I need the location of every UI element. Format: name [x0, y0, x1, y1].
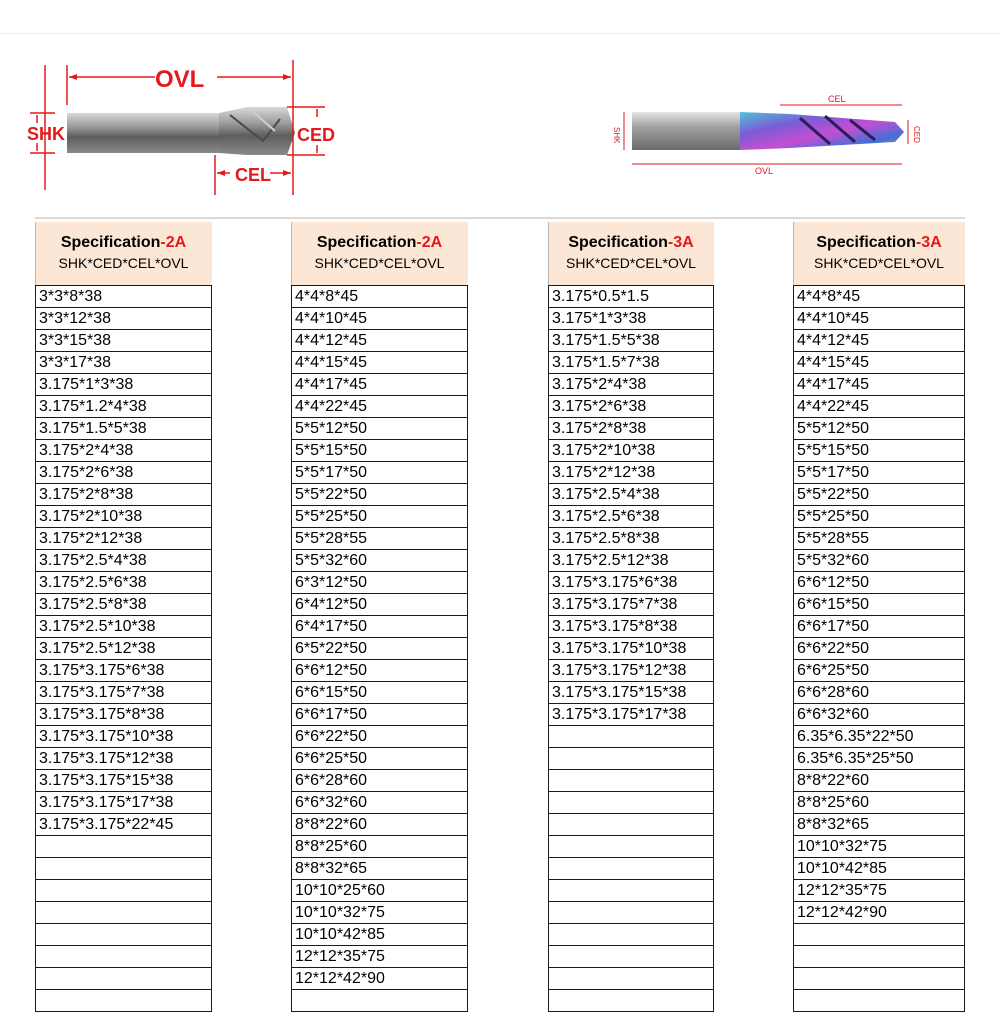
spec-row: 5*5*32*60 — [291, 550, 468, 572]
spec-row: 3.175*2.5*6*38 — [35, 572, 212, 594]
spec-row: 5*5*15*50 — [291, 440, 468, 462]
spec-row: 3.175*1.5*5*38 — [548, 330, 714, 352]
spec-row: 3.175*1*3*38 — [548, 308, 714, 330]
spec-row: 3.175*3.175*17*38 — [35, 792, 212, 814]
spec-row: 3*3*15*38 — [35, 330, 212, 352]
spec-row: 6.35*6.35*25*50 — [793, 748, 965, 770]
spec-row: 3.175*3.175*15*38 — [35, 770, 212, 792]
column-subtitle: SHK*CED*CEL*OVL — [314, 255, 445, 271]
spec-row: 6*6*25*50 — [291, 748, 468, 770]
spec-row: 6*6*12*50 — [793, 572, 965, 594]
spec-row: 10*10*42*85 — [793, 858, 965, 880]
ced-label: CED — [297, 125, 336, 145]
spec-row — [793, 924, 965, 946]
column-title: Specification-3A — [816, 234, 942, 251]
spec-row — [35, 902, 212, 924]
spec-row: 3.175*2.5*8*38 — [548, 528, 714, 550]
spec-row: 12*12*42*90 — [793, 902, 965, 924]
spec-row: 5*5*28*55 — [291, 528, 468, 550]
spec-row: 3.175*2*8*38 — [548, 418, 714, 440]
coated-tool-shank — [632, 112, 740, 150]
spec-row: 6*6*15*50 — [793, 594, 965, 616]
spec-row — [548, 990, 714, 1012]
spec-row: 3.175*3.175*12*38 — [548, 660, 714, 682]
spec-row — [35, 990, 212, 1012]
spec-row — [35, 858, 212, 880]
cel-label: CEL — [235, 165, 271, 185]
coated-tool-diagram — [610, 90, 920, 180]
spec-row: 3.175*2*4*38 — [548, 374, 714, 396]
spec-row: 3.175*2*10*38 — [35, 506, 212, 528]
spec-row: 3.175*2*10*38 — [548, 440, 714, 462]
spec-row: 4*4*17*45 — [291, 374, 468, 396]
spec-row: 10*10*25*60 — [291, 880, 468, 902]
spec-row: 3.175*2*12*38 — [548, 462, 714, 484]
spec-row: 3.175*2*4*38 — [35, 440, 212, 462]
spec-row — [35, 968, 212, 990]
spec-row: 6*5*22*50 — [291, 638, 468, 660]
column-subtitle: SHK*CED*CEL*OVL — [566, 255, 696, 271]
spec-row: 3.175*2.5*12*38 — [548, 550, 714, 572]
spec-row — [548, 836, 714, 858]
spec-row: 3*3*17*38 — [35, 352, 212, 374]
column-header-2a-second — [291, 222, 468, 285]
spec-row: 5*5*25*50 — [291, 506, 468, 528]
spec-row: 6*6*17*50 — [793, 616, 965, 638]
spec-row: 4*4*22*45 — [291, 396, 468, 418]
spec-row: 8*8*22*60 — [291, 814, 468, 836]
spec-row: 3.175*1*3*38 — [35, 374, 212, 396]
spec-row — [548, 770, 714, 792]
spec-row — [548, 946, 714, 968]
ced-top-label: CEL — [828, 94, 846, 104]
spec-row: 6*6*15*50 — [291, 682, 468, 704]
spec-row — [793, 968, 965, 990]
spec-row: 3.175*3.175*17*38 — [548, 704, 714, 726]
spec-row: 4*4*22*45 — [793, 396, 965, 418]
spec-row: 3.175*2.5*10*38 — [35, 616, 212, 638]
spec-row: 3.175*1.5*7*38 — [548, 352, 714, 374]
spec-row: 10*10*42*85 — [291, 924, 468, 946]
spec-row: 8*8*22*60 — [793, 770, 965, 792]
column-header-2a-first — [35, 222, 212, 285]
spec-row: 10*10*32*75 — [793, 836, 965, 858]
spec-row: 8*8*32*65 — [291, 858, 468, 880]
spec-row: 3.175*2.5*4*38 — [548, 484, 714, 506]
spec-row — [548, 902, 714, 924]
spec-row: 6*6*17*50 — [291, 704, 468, 726]
spec-row: 4*4*10*45 — [291, 308, 468, 330]
spec-row — [291, 990, 468, 1012]
spec-row: 10*10*32*75 — [291, 902, 468, 924]
spec-row — [35, 924, 212, 946]
column-header-3a-second — [793, 222, 965, 285]
spec-row — [35, 880, 212, 902]
spec-row: 5*5*28*55 — [793, 528, 965, 550]
spec-row: 6.35*6.35*22*50 — [793, 726, 965, 748]
spec-row: 3.175*2*12*38 — [35, 528, 212, 550]
spec-row: 4*4*15*45 — [793, 352, 965, 374]
coated-end-mill-drawing — [610, 90, 920, 180]
spec-row: 5*5*15*50 — [793, 440, 965, 462]
column-title: Specification-2A — [60, 234, 187, 251]
spec-row: 3.175*3.175*7*38 — [548, 594, 714, 616]
end-mill-drawing — [25, 55, 345, 205]
spec-row: 3.175*3.175*12*38 — [35, 748, 212, 770]
spec-row: 3.175*3.175*22*45 — [35, 814, 212, 836]
spec-row: 8*8*32*65 — [793, 814, 965, 836]
spec-row: 12*12*42*90 — [291, 968, 468, 990]
spec-row: 5*5*12*50 — [291, 418, 468, 440]
spec-row: 5*5*22*50 — [291, 484, 468, 506]
column-header-3a-first — [548, 222, 714, 285]
spec-row — [548, 880, 714, 902]
spec-row: 5*5*25*50 — [793, 506, 965, 528]
spec-row: 3.175*2.5*4*38 — [35, 550, 212, 572]
spec-list-3a-second — [793, 285, 965, 1012]
tool-dimension-diagram — [25, 55, 345, 205]
spec-row: 3.175*3.175*10*38 — [35, 726, 212, 748]
coated-tool-flutes — [740, 112, 904, 150]
spec-row: 6*6*22*50 — [793, 638, 965, 660]
spec-row — [35, 946, 212, 968]
tool-shank — [67, 113, 219, 153]
spec-row: 3.175*3.175*7*38 — [35, 682, 212, 704]
spec-row: 6*6*32*60 — [793, 704, 965, 726]
ovl-label: OVL — [155, 66, 205, 93]
spec-row: 8*8*25*60 — [291, 836, 468, 858]
spec-row: 3.175*1.5*5*38 — [35, 418, 212, 440]
spec-list-2a-second — [291, 285, 468, 1012]
spec-row: 6*3*12*50 — [291, 572, 468, 594]
spec-row: 4*4*12*45 — [291, 330, 468, 352]
spec-row: 3.175*2.5*8*38 — [35, 594, 212, 616]
spec-row: 4*4*17*45 — [793, 374, 965, 396]
spec-row — [548, 748, 714, 770]
spec-row — [548, 814, 714, 836]
spec-row: 3.175*3.175*6*38 — [35, 660, 212, 682]
spec-row: 3.175*1.2*4*38 — [35, 396, 212, 418]
spec-row: 5*5*12*50 — [793, 418, 965, 440]
spec-row: 3.175*2*8*38 — [35, 484, 212, 506]
spec-row: 4*4*8*45 — [291, 285, 468, 308]
ced-side-label: CED — [912, 126, 921, 143]
spec-row: 6*4*17*50 — [291, 616, 468, 638]
spec-row: 8*8*25*60 — [793, 792, 965, 814]
spec-row: 12*12*35*75 — [793, 880, 965, 902]
spec-row: 5*5*17*50 — [793, 462, 965, 484]
spec-list-2a-first — [35, 285, 212, 1012]
spec-row: 3.175*3.175*10*38 — [548, 638, 714, 660]
column-subtitle: SHK*CED*CEL*OVL — [814, 255, 944, 271]
spec-row: 6*6*12*50 — [291, 660, 468, 682]
spec-row — [793, 990, 965, 1012]
spec-row: 6*6*28*60 — [291, 770, 468, 792]
spec-row: 3.175*2*6*38 — [548, 396, 714, 418]
spec-row: 3.175*3.175*8*38 — [548, 616, 714, 638]
spec-row: 6*4*12*50 — [291, 594, 468, 616]
spec-row: 3.175*3.175*15*38 — [548, 682, 714, 704]
header-top-rule — [35, 217, 965, 219]
spec-row: 6*6*25*50 — [793, 660, 965, 682]
spec-row: 4*4*10*45 — [793, 308, 965, 330]
spec-row: 3.175*0.5*1.5 — [548, 285, 714, 308]
spec-row: 3*3*12*38 — [35, 308, 212, 330]
spec-row: 4*4*8*45 — [793, 285, 965, 308]
spec-row: 3.175*3.175*6*38 — [548, 572, 714, 594]
spec-row — [548, 726, 714, 748]
spec-row: 12*12*35*75 — [291, 946, 468, 968]
column-title: Specification-3A — [568, 234, 694, 251]
spec-row: 6*6*22*50 — [291, 726, 468, 748]
spec-row: 6*6*32*60 — [291, 792, 468, 814]
spec-row — [35, 836, 212, 858]
spec-row: 3.175*3.175*8*38 — [35, 704, 212, 726]
spec-row: 5*5*32*60 — [793, 550, 965, 572]
spec-row: 3.175*2.5*6*38 — [548, 506, 714, 528]
spec-row — [548, 968, 714, 990]
spec-row — [548, 858, 714, 880]
spec-row: 4*4*12*45 — [793, 330, 965, 352]
top-divider — [0, 33, 1000, 34]
spec-row: 5*5*22*50 — [793, 484, 965, 506]
spec-row — [548, 792, 714, 814]
spec-list-3a-first — [548, 285, 714, 1012]
ovl-bottom-label: OVL — [755, 166, 774, 176]
spec-row: 3.175*2*6*38 — [35, 462, 212, 484]
spec-row — [548, 924, 714, 946]
spec-row: 4*4*15*45 — [291, 352, 468, 374]
spec-row: 6*6*28*60 — [793, 682, 965, 704]
column-title: Specification-2A — [316, 234, 443, 251]
spec-row: 3*3*8*38 — [35, 285, 212, 308]
column-subtitle: SHK*CED*CEL*OVL — [58, 255, 189, 271]
spec-row: 5*5*17*50 — [291, 462, 468, 484]
shk-label: SHK — [27, 124, 66, 144]
spec-row — [793, 946, 965, 968]
shk-side-label: SHK — [612, 127, 621, 144]
spec-row: 3.175*2.5*12*38 — [35, 638, 212, 660]
